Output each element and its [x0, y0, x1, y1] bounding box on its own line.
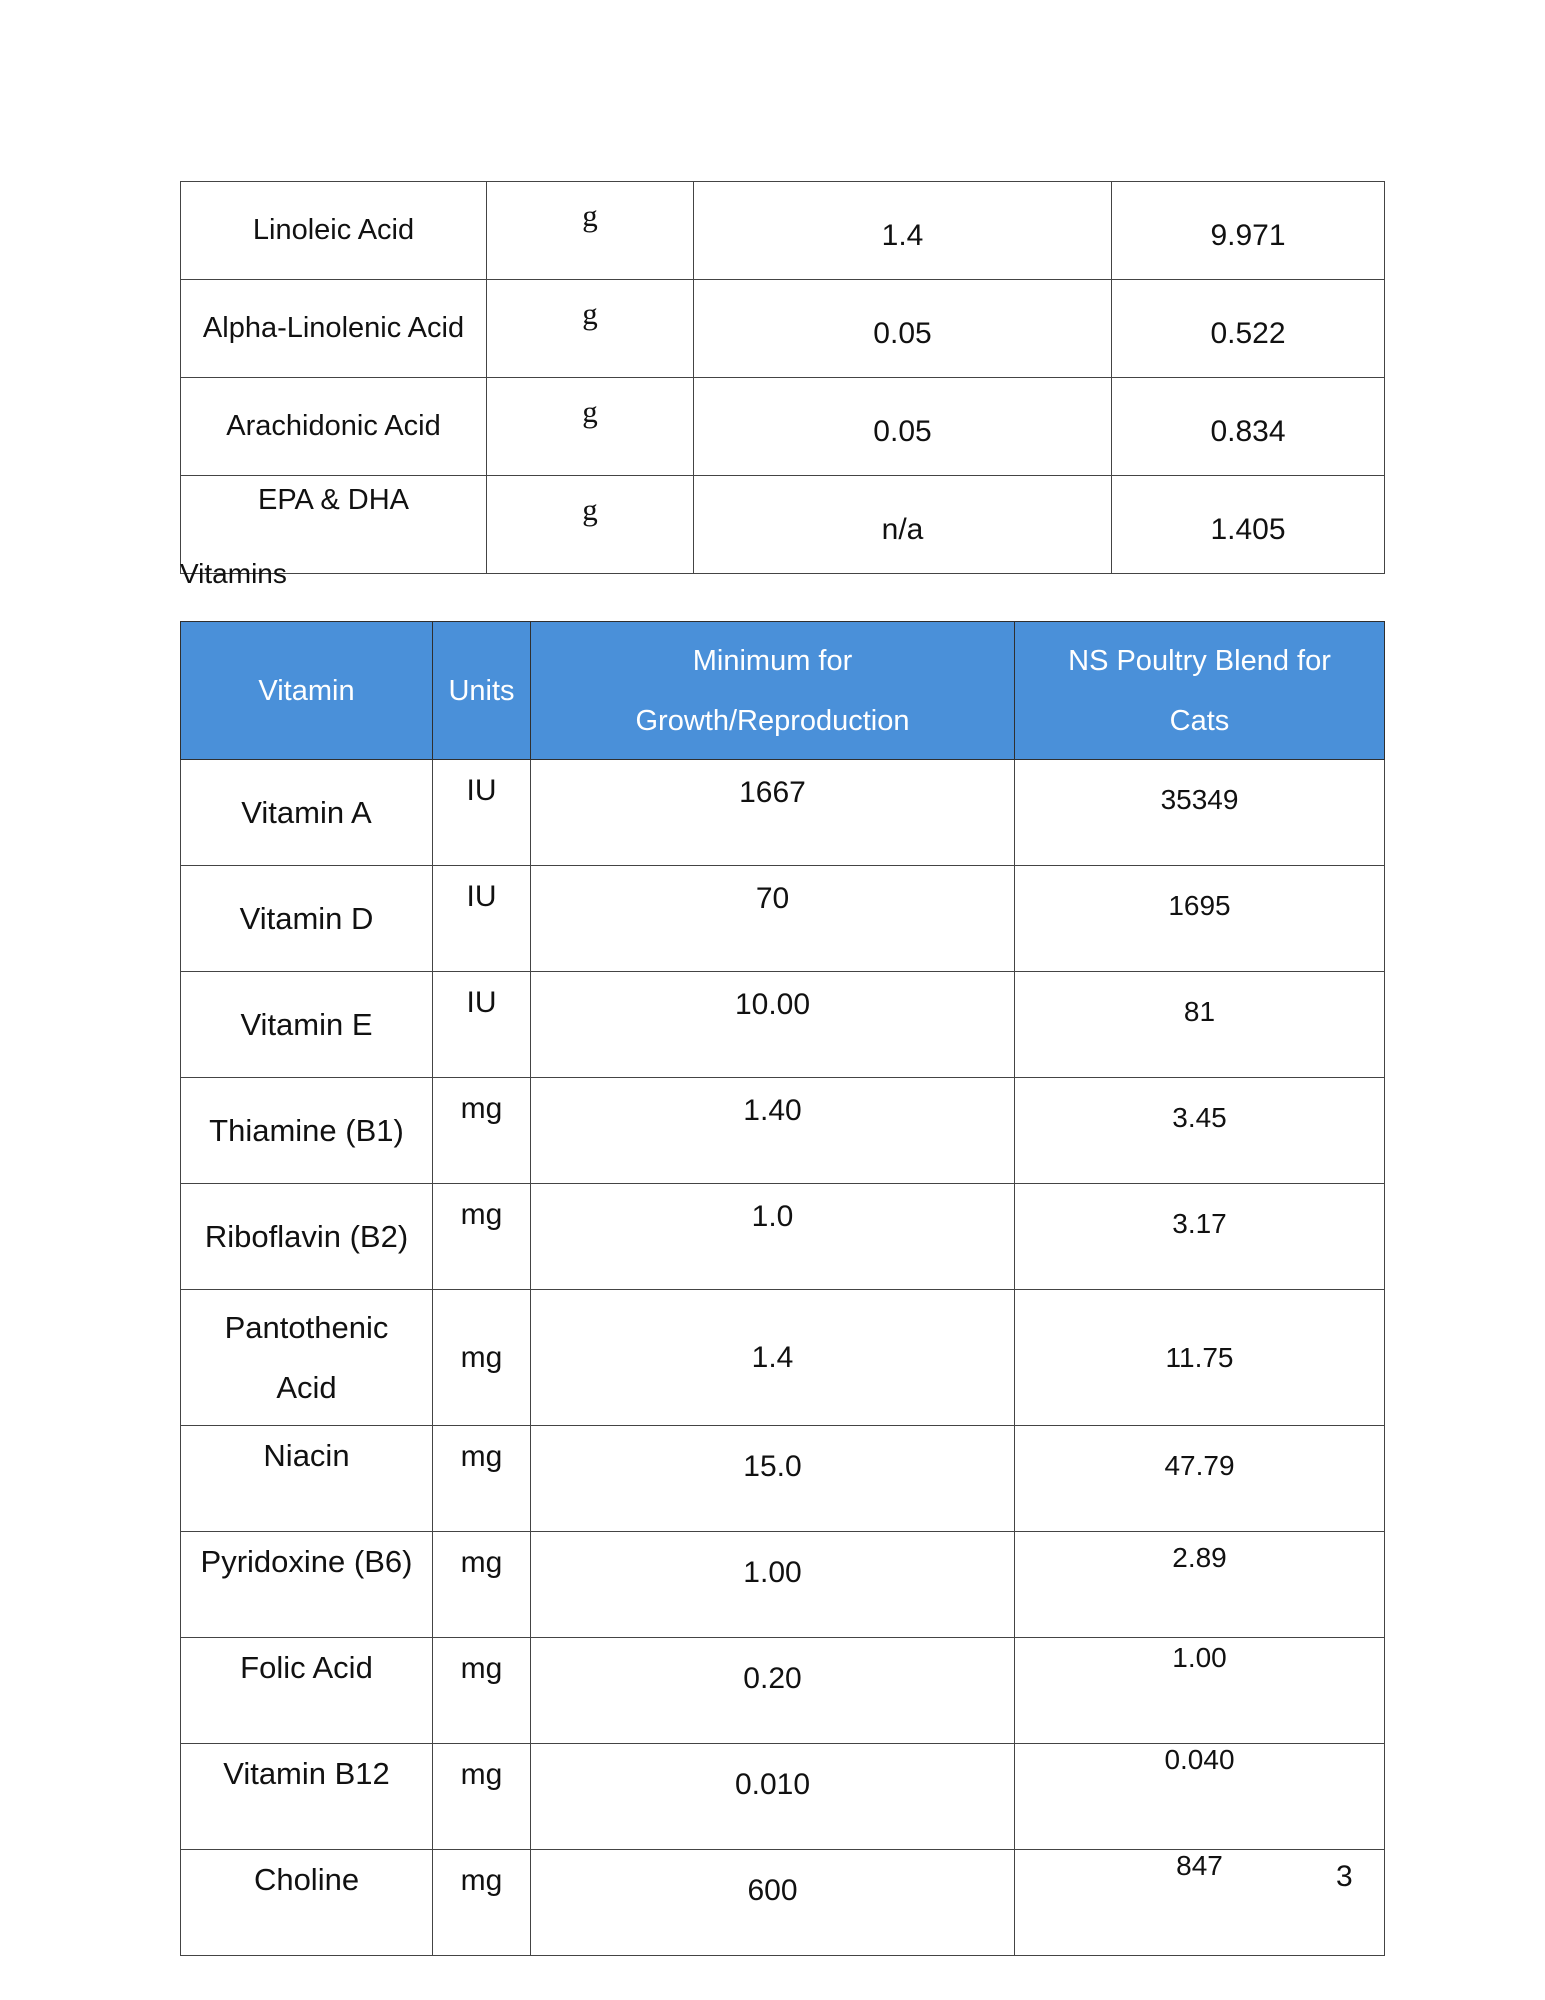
vitamin-name: Niacin: [181, 1426, 433, 1532]
vitamin-name: Vitamin D: [181, 866, 433, 972]
ns-blend-value: 47.79: [1015, 1426, 1385, 1532]
ns-blend-value: 35349: [1015, 760, 1385, 866]
minimum-value: 0.010: [531, 1744, 1015, 1850]
vitamin-name: Folic Acid: [181, 1638, 433, 1744]
minimum-value: 0.05: [694, 280, 1112, 378]
vitamin-unit: mg: [433, 1638, 531, 1744]
vitamin-unit: IU: [433, 760, 531, 866]
column-header-vitamin: Vitamin: [181, 622, 433, 760]
nutrient-name: Alpha-Linolenic Acid: [181, 280, 487, 378]
table-header-row: [181, 622, 1385, 760]
table-row: [181, 760, 1385, 866]
vitamin-name: Choline: [181, 1850, 433, 1956]
table-row: [181, 378, 1385, 476]
vitamin-unit: mg: [433, 1850, 531, 1956]
nutrient-unit: g: [487, 280, 694, 378]
minimum-value: n/a: [694, 476, 1112, 574]
ns-blend-value: 0.522: [1112, 280, 1385, 378]
column-header-minimum: Minimum for Growth/Reproduction: [531, 622, 1015, 760]
vitamin-unit: mg: [433, 1426, 531, 1532]
vitamin-name: Pyridoxine (B6): [181, 1532, 433, 1638]
minimum-value: 1.4: [694, 182, 1112, 280]
minimum-value: 1.00: [531, 1532, 1015, 1638]
ns-blend-value: 11.75: [1015, 1290, 1385, 1426]
vitamin-name: Riboflavin (B2): [181, 1184, 433, 1290]
ns-blend-value: 9.971: [1112, 182, 1385, 280]
vitamin-name: Vitamin A: [181, 760, 433, 866]
nutrient-name: EPA & DHA: [181, 476, 487, 574]
vitamin-name: Pantothenic Acid: [181, 1290, 433, 1426]
table-row: [181, 182, 1385, 280]
vitamin-unit: mg: [433, 1184, 531, 1290]
ns-blend-value: 3.45: [1015, 1078, 1385, 1184]
nutrient-unit: g: [487, 182, 694, 280]
fatty-acid-table: [180, 181, 1385, 574]
vitamin-unit: mg: [433, 1290, 531, 1426]
table-row: [181, 972, 1385, 1078]
table-row: [181, 1638, 1385, 1744]
minimum-value: 15.0: [531, 1426, 1015, 1532]
ns-blend-value: 1695: [1015, 866, 1385, 972]
ns-blend-value: 0.834: [1112, 378, 1385, 476]
minimum-value: 1.4: [531, 1290, 1015, 1426]
minimum-value: 0.05: [694, 378, 1112, 476]
vitamin-name: Vitamin E: [181, 972, 433, 1078]
table-row: [181, 1290, 1385, 1426]
vitamin-unit: IU: [433, 972, 531, 1078]
ns-blend-value: 2.89: [1015, 1532, 1385, 1638]
minimum-value: 70: [531, 866, 1015, 972]
vitamin-unit: IU: [433, 866, 531, 972]
nutrient-name: Arachidonic Acid: [181, 378, 487, 476]
vitamin-table: [180, 621, 1385, 1956]
table-row: [181, 280, 1385, 378]
ns-blend-value: 1.00: [1015, 1638, 1385, 1744]
nutrient-name: Linoleic Acid: [181, 182, 487, 280]
column-header-units: Units: [433, 622, 531, 760]
table-row: [181, 1532, 1385, 1638]
ns-blend-value: 3.17: [1015, 1184, 1385, 1290]
minimum-value: 0.20: [531, 1638, 1015, 1744]
nutrient-unit: g: [487, 476, 694, 574]
table-row: [181, 866, 1385, 972]
table-row: [181, 1850, 1385, 1956]
ns-blend-value: 0.040: [1015, 1744, 1385, 1850]
minimum-value: 1667: [531, 760, 1015, 866]
nutrient-unit: g: [487, 378, 694, 476]
vitamin-name: Vitamin B12: [181, 1744, 433, 1850]
minimum-value: 10.00: [531, 972, 1015, 1078]
vitamin-unit: mg: [433, 1744, 531, 1850]
minimum-value: 600: [531, 1850, 1015, 1956]
ns-blend-value: 847: [1015, 1850, 1385, 1956]
table-row: [181, 476, 1385, 574]
table-row: [181, 1184, 1385, 1290]
vitamin-unit: mg: [433, 1532, 531, 1638]
ns-blend-value: 1.405: [1112, 476, 1385, 574]
column-header-ns-blend: NS Poultry Blend for Cats: [1015, 622, 1385, 760]
section-heading-vitamins: Vitamins: [180, 558, 287, 589]
vitamin-name: Thiamine (B1): [181, 1078, 433, 1184]
table-row: [181, 1744, 1385, 1850]
table-row: [181, 1426, 1385, 1532]
table-row: [181, 1078, 1385, 1184]
vitamin-unit: mg: [433, 1078, 531, 1184]
page-number: 3: [1336, 1860, 1353, 1893]
ns-blend-value: 81: [1015, 972, 1385, 1078]
minimum-value: 1.0: [531, 1184, 1015, 1290]
minimum-value: 1.40: [531, 1078, 1015, 1184]
